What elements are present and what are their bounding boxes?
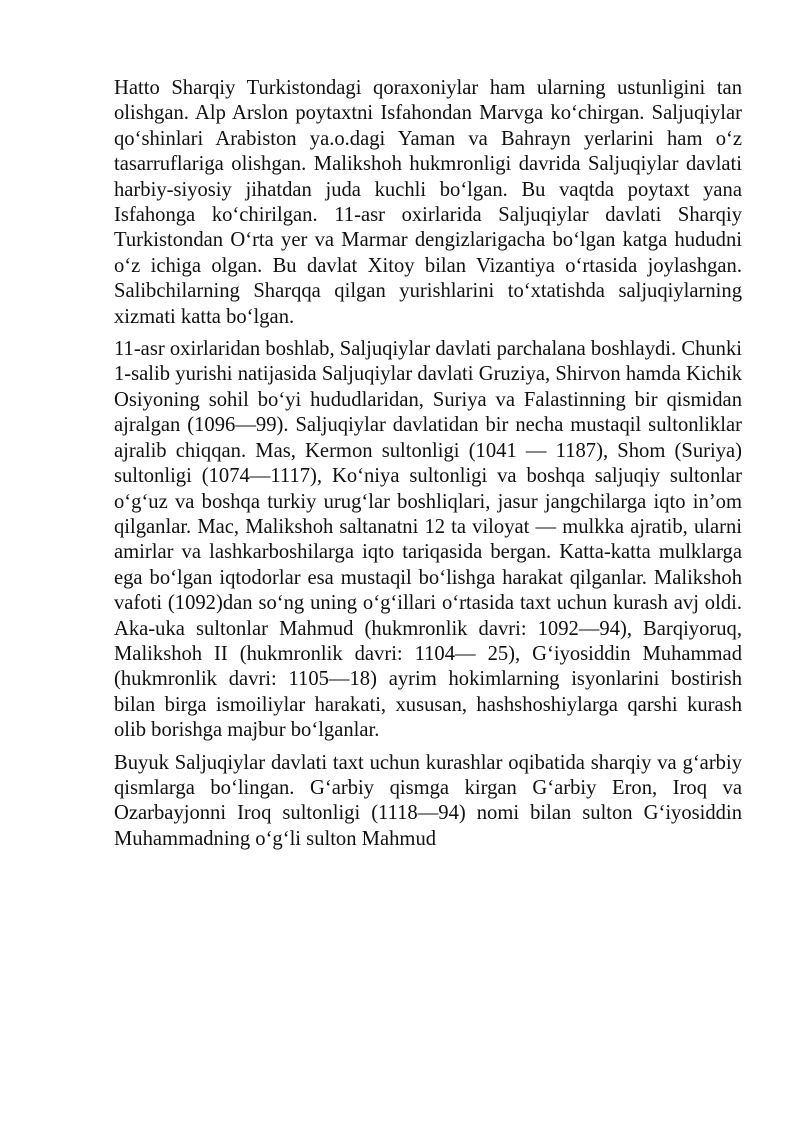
document-page	[114, 76, 742, 859]
paragraph-1: Hatto Sharqiy Turkistondagi qoraxoniylar ham ularning ustunligini tan olishgan. Alp Arslon poytaxtni Isfahondan Marvga ko‘chirgan. Saljuqiylar qo‘shinlari Arabiston ya.o.dagi Yaman va Bahrayn yerlarini ham o‘z tasarruflariga olishgan. Malikshoh hukmronligi davrida Saljuqiylar davlati harbiy-siyosiy jihatdan juda kuchli bo‘lgan. Bu vaqtda poytaxt yana Isfahonga ko‘chirilgan. 11-asr oxirlarida Saljuqiylar davlati Sharqiy Turkistondan O‘rta yer va Marmar dengizlarigacha bo‘lgan katga hududni o‘z ichiga olgan. Bu davlat Xitoy bilan Vizantiya o‘rtasida joylashgan. Salibchilarning Sharqqa qilgan yurishlarini to‘xtatishda saljuqiylarning xizmati katta bo‘lgan.	[114, 77, 742, 328]
paragraph-3: Buyuk Saljuqiylar davlati taxt uchun kurashlar oqibatida sharqiy va g‘arbiy qismlarga bo‘lingan. G‘arbiy qismga kirgan G‘arbiy Eron, Iroq va Ozarbayjonni Iroq sultonligi (1118—94) nomi bilan sulton G‘iyosiddin Muhammadning o‘g‘li sulton Mahmud	[114, 751, 742, 850]
paragraph-2: 11-asr oxirlaridan boshlab, Saljuqiylar davlati parchalana boshlaydi. Chunki 1-salib yurishi natijasida Saljuqiylar davlati Gruziya, Shirvon hamda Kichik Osiyoning sohil bo‘yi hududlaridan, Suriya va Falastinning bir qismidan ajralgan (1096—99). Saljuqiylar davlatidan bir necha mustaqil sultonliklar ajralib chiqqan. Mas, Kermon sultonligi (1041 — 1187), Shom (Suriya) sultonligi (1074—1117), Ko‘niya sultonligi va boshqa saljuqiy sultonlar o‘g‘uz va boshqa turkiy urug‘lar boshliqlari, jasur jangchilarga iqto in’om qilganlar. Mac, Malikshoh saltanatni 12 ta viloyat — mulkka ajratib, ularni amirlar va lashkarboshilarga iqto tariqasida bergan. Katta-katta mulklarga ega bo‘lgan iqtodorlar esa mustaqil bo‘lishga harakat qilganlar. Malikshoh vafoti (1092)dan so‘ng uning o‘g‘illari o‘rtasida taxt uchun kurash avj oldi. Aka-uka sultonlar Mahmud (hukmronlik davri: 1092—94), Barqiyoruq, Malikshoh II (hukmronlik davri: 1104— 25), G‘iyosiddin Muhammad (hukmronlik davri: 1105—18) ayrim hokimlarning isyonlarini bostirish bilan birga ismoiliylar harakati, xususan, hashshoshiylarga qarshi kurash olib borishga majbur bo‘lganlar.	[114, 338, 742, 742]
